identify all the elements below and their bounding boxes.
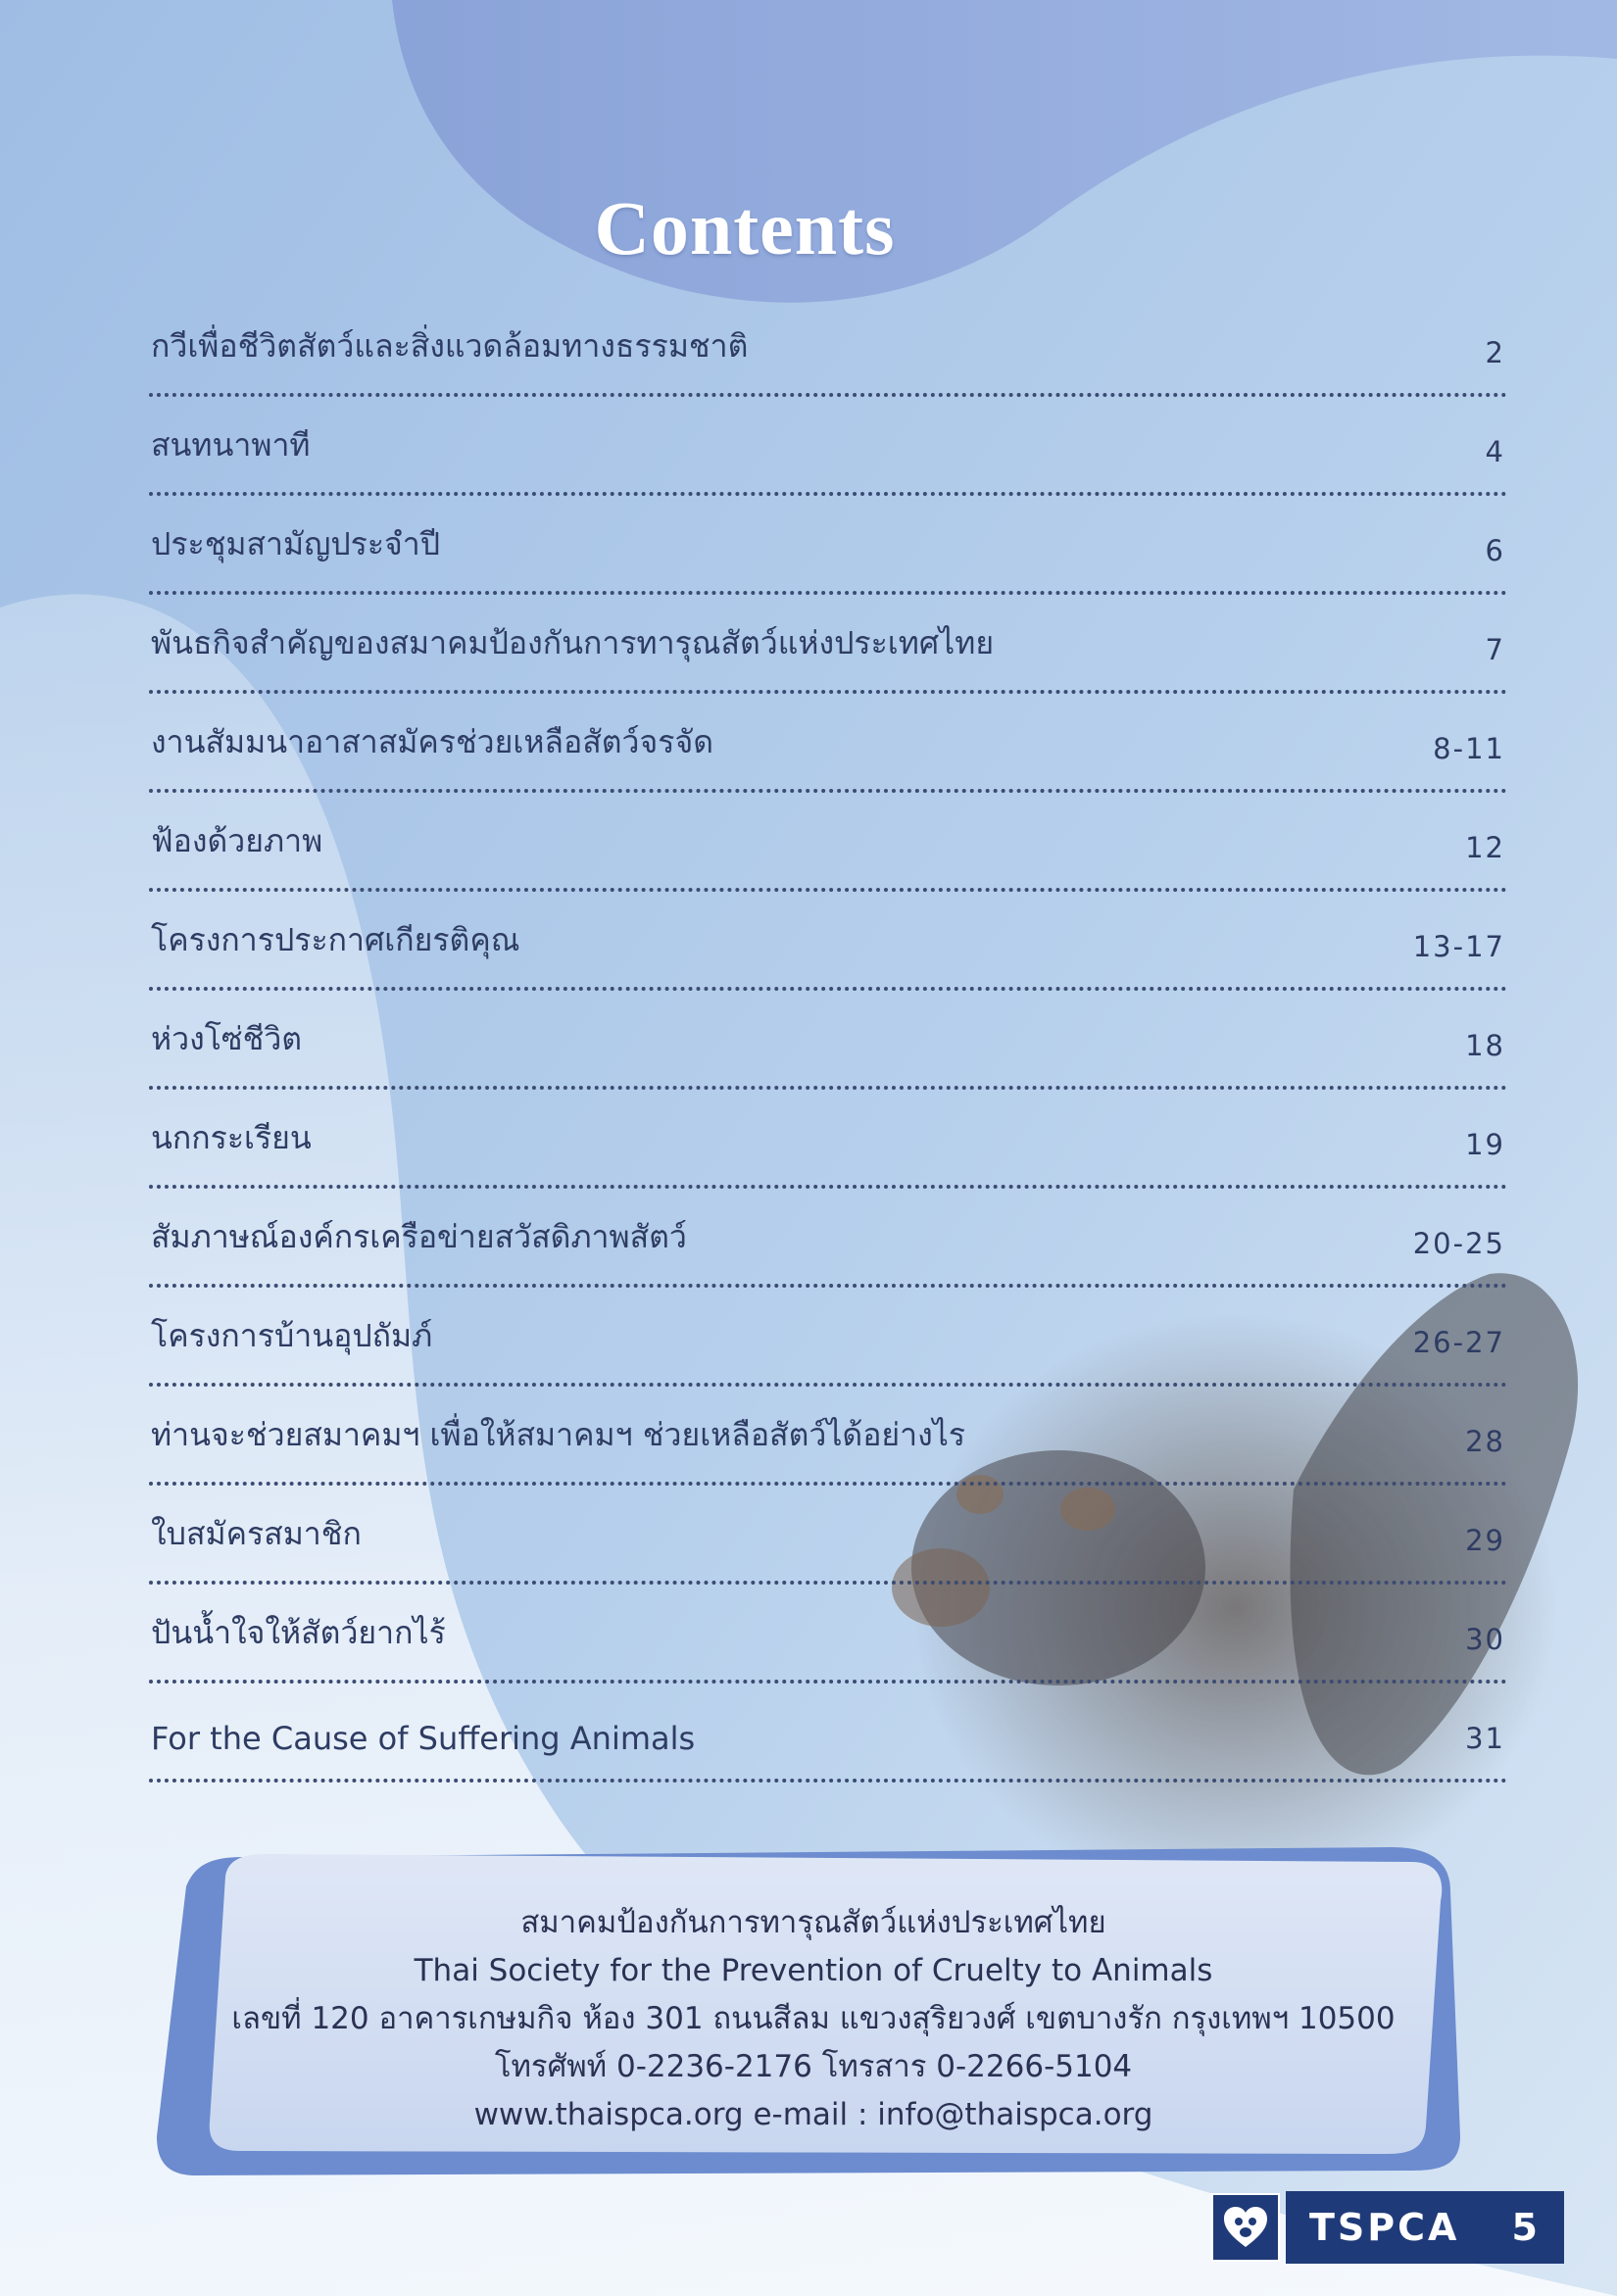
toc-entry — [149, 1585, 1507, 1684]
toc-entry-title: งานสัมมนาอาสาสมัครช่วยเหลือสัตว์จรจัด — [151, 723, 713, 760]
toc-entry-page: 31 — [1465, 1722, 1505, 1755]
toc-entry-page: 4 — [1485, 435, 1505, 468]
page-badge — [1211, 2191, 1564, 2264]
toc-entry — [149, 397, 1507, 496]
toc-entry-title: ท่านจะช่วยสมาคมฯ เพื่อให้สมาคมฯ ช่วยเหลือสัตว์ได้อย่างไร — [151, 1416, 966, 1453]
brand-bar — [1286, 2191, 1564, 2264]
toc-entry-title: ห่วงโซ่ชีวิต — [151, 1020, 303, 1057]
toc-entry — [149, 1189, 1507, 1288]
toc-entry — [149, 892, 1507, 991]
toc-entry-title: For the Cause of Suffering Animals — [151, 1720, 696, 1757]
org-name-english: Thai Society for the Prevention of Cruelty to Animals — [414, 1953, 1213, 1988]
org-name-thai: สมาคมป้องกันการทารุณสัตว์แห่งประเทศไทย — [520, 1905, 1106, 1940]
toc-entry — [149, 1387, 1507, 1486]
toc-entry-page: 19 — [1465, 1128, 1505, 1161]
toc-entry — [149, 1486, 1507, 1585]
contents-heading: Contents — [594, 185, 896, 270]
toc-entry-page: 7 — [1485, 633, 1505, 666]
toc-entry — [149, 298, 1507, 397]
heart-paw-icon — [1211, 2193, 1280, 2262]
toc-entry-title: โครงการประกาศเกียรติคุณ — [151, 921, 520, 958]
toc-entry-title: ปันน้ำใจให้สัตว์ยากไร้ — [151, 1614, 446, 1651]
toc-entry — [149, 1090, 1507, 1189]
toc-entry-title: ใบสมัครสมาชิก — [151, 1515, 362, 1552]
toc-entry-page: 6 — [1485, 534, 1505, 567]
toc-entry-page: 26-27 — [1412, 1326, 1505, 1359]
brand-name: TSPCA — [1309, 2206, 1460, 2249]
table-of-contents — [149, 298, 1507, 1783]
toc-entry — [149, 1288, 1507, 1387]
toc-entry — [149, 496, 1507, 595]
toc-entry-title: โครงการบ้านอุปถัมภ์ — [151, 1317, 433, 1354]
phone-fax: โทรศัพท์ 0-2236-2176 โทรสาร 0-2266-5104 — [494, 2049, 1133, 2084]
toc-entry-page: 12 — [1465, 831, 1505, 864]
toc-entry-page: 20-25 — [1412, 1227, 1505, 1260]
toc-entry-page: 8-11 — [1433, 732, 1505, 765]
toc-entry-title: กวีเพื่อชีวิตสัตว์และสิ่งแวดล้อมทางธรรมชาติ — [151, 327, 749, 365]
toc-entry — [149, 694, 1507, 793]
toc-entry-title: พันธกิจสำคัญของสมาคมป้องกันการทารุณสัตว์แห่งประเทศไทย — [151, 624, 995, 661]
toc-entry-page: 28 — [1465, 1425, 1505, 1458]
toc-entry-page: 30 — [1465, 1623, 1505, 1656]
toc-entry — [149, 793, 1507, 892]
toc-entry-title: สัมภาษณ์องค์กรเครือข่ายสวัสดิภาพสัตว์ — [151, 1218, 687, 1255]
toc-entry-page: 13-17 — [1412, 930, 1505, 963]
toc-entry-page: 2 — [1485, 336, 1505, 369]
web-email: www.thaispca.org e-mail : info@thaispca.org — [473, 2097, 1153, 2132]
toc-entry — [149, 1684, 1507, 1783]
toc-entry-title: ฟ้องด้วยภาพ — [151, 822, 323, 859]
page-number: 5 — [1511, 2206, 1541, 2249]
toc-entry-title: ประชุมสามัญประจำปี — [151, 525, 441, 562]
toc-entry-page: 18 — [1465, 1029, 1505, 1062]
address-box — [176, 1899, 1450, 2139]
toc-entry — [149, 595, 1507, 694]
toc-entry-title: สนทนาพาที — [151, 426, 311, 464]
toc-entry — [149, 991, 1507, 1090]
street-address: เลขที่ 120 อาคารเกษมกิจ ห้อง 301 ถนนสีลม แขวงสุริยวงศ์ เขตบางรัก กรุงเทพฯ 10500 — [231, 2001, 1396, 2036]
toc-entry-title: นกกระเรียน — [151, 1119, 312, 1156]
toc-entry-page: 29 — [1465, 1524, 1505, 1557]
